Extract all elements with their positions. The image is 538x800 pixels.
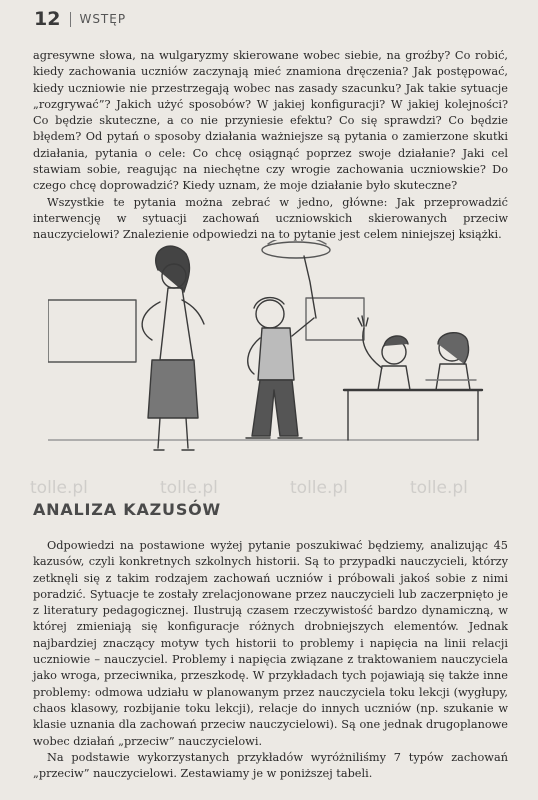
- page-header: [34, 8, 126, 30]
- watermark-1: tolle.pl: [30, 478, 88, 498]
- intro-paragraph-1: agresywne słowa, na wulgaryzmy skierowane wobec siebie, na groźby? Co robić, kiedy zachowania uczniów zaczynają mieć znamiona dręczenia? Jak postępować, kiedy uczniowie nie przestrzegają wobec nas zasady szacunku? Jak takie sytuacje „rozgrywać”? Jakich użyć sposobów? W jakiej konfiguracji? W jakiej kolejności? Co będzie skuteczne, a co nie przyniesie efektu? Co się sprawdzi? Co będzie błędem? Od pytań o sposoby działania ważniejsze są pytania o zamierzone skutki działania, pytania o cele: Co chcę osiągnąć poprzez swoje działanie? Jaki cel stawiam sobie, reagując na niechętne czy wrogie zachowania uczniowskie? Do czego chcę doprowadzić? Kiedy uznam, że moje działanie było skuteczne?: [33, 49, 508, 193]
- body-paragraph-1: Odpowiedzi na postawione wyżej pytanie poszukiwać będziemy, analizując 45 kazusów, czyli konkretnych szkolnych historii. Są to przypadki nauczycieli, którzy zetknęli się z takim rodzajem zachowań uczniów i próbowali jakoś sobie z nimi poradzić. Sytuacje te zostały zrelacjonowane przez nauczycieli lub zaczerpnięto je z literatury pedagogicznej. Ilustrują czasem rzeczywistość bardzo dynamiczną, w której zmieniają się konfiguracje różnych drobniejszych elementów. Jednak najbardziej znaczący motyw tych historii to problemy i napięcia na linii relacji uczniowie – nauczyciel. Problemy i napięcia związane z traktowaniem nauczyciela jako wroga, przeciwnika, przeszkodę. W przykładach tych pojawiają się także inne problemy: odmowa udziału w planowanym przez nauczyciela toku lekcji (wygłupy, chaos klasowy, rozbijanie toku lekcji), relacje do innych uczniów (np. szukanie w klasie uznania dla zachowań przeciw nauczycielowi). Są one jednak drugoplanowe wobec działań „przeciw” nauczycielowi.: [33, 539, 508, 748]
- body-paragraph-2: Na podstawie wykorzystanych przykładów wyróżniliśmy 7 typów zachowań „przeciw” nauczycielowi. Zestawiamy je w poniższej tabeli.: [33, 750, 508, 781]
- blackboard-left: [48, 300, 136, 362]
- watermark-4: tolle.pl: [410, 478, 468, 498]
- section-title: WSTĘP: [79, 12, 127, 26]
- header-divider: [70, 12, 71, 27]
- section-heading: ANALIZA KAZUSÓW: [33, 500, 222, 519]
- intro-paragraph-2: Wszystkie te pytania można zebrać w jedno, główne: Jak przeprowadzić interwencję w sytuacji zachowań uczniowskich skierowanych przeciw nauczycielowi? Znalezienie odpowiedzi na to pytanie jest celem niniejszej książki.: [33, 195, 508, 242]
- teacher-figure: [142, 246, 204, 450]
- page-number: 12: [34, 8, 61, 30]
- watermark-3: tolle.pl: [290, 478, 348, 498]
- student-figure: [246, 240, 330, 438]
- seated-students: [344, 316, 482, 440]
- body-text: [33, 538, 508, 782]
- classroom-illustration: [48, 240, 488, 480]
- watermark-2: tolle.pl: [160, 478, 218, 498]
- wall-board-right: [306, 298, 364, 340]
- intro-text: [33, 48, 508, 244]
